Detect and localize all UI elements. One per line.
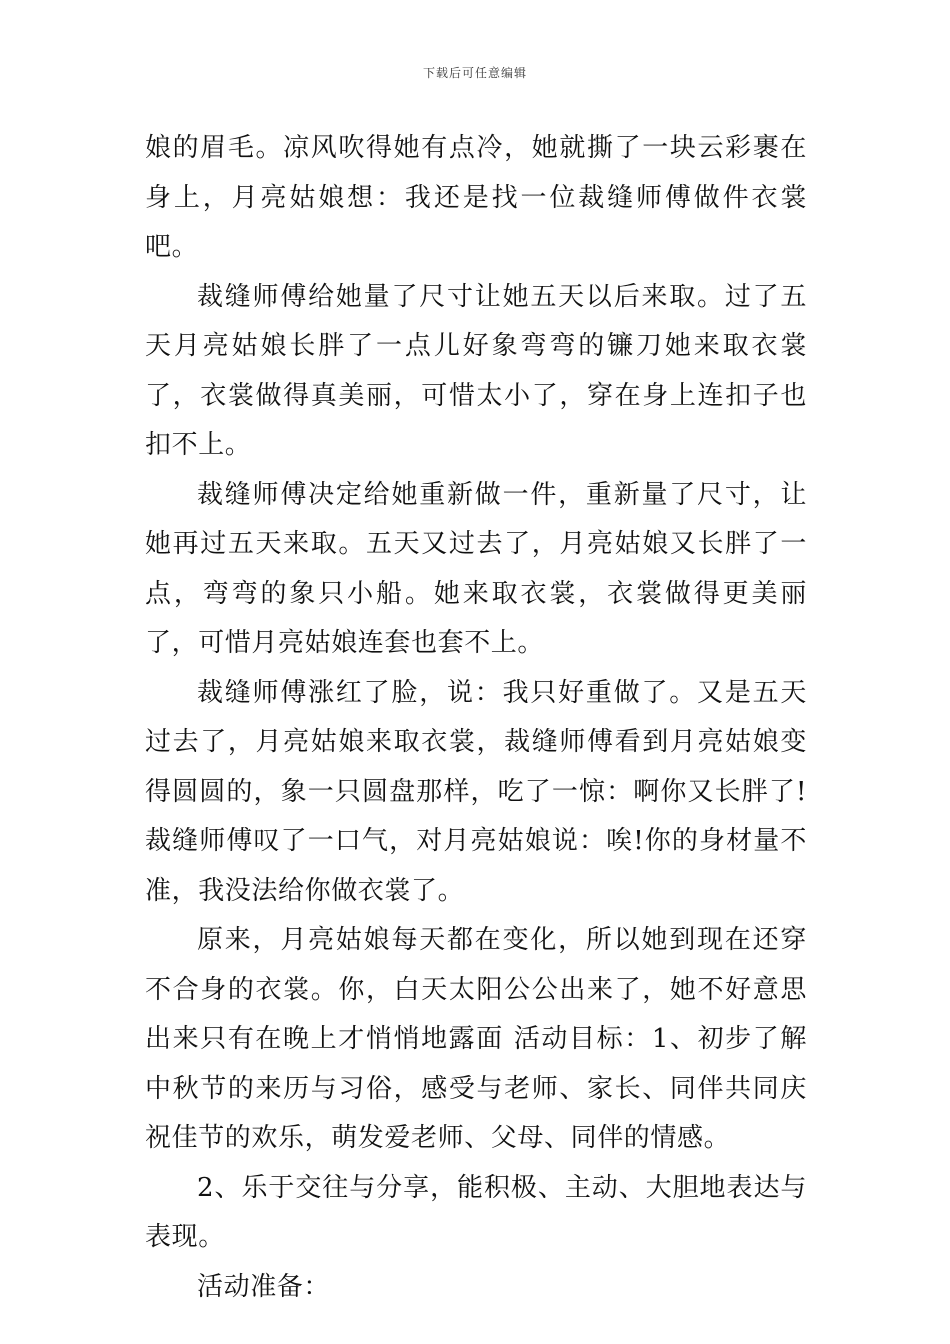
paragraph-2: 裁缝师傅给她量了尺寸让她五天以后来取。过了五天月亮姑娘长胖了一点儿好象弯弯的镰刀她来取衣裳了，衣裳做得真美丽，可惜太小了，穿在身上连扣子也扣不上。 [145,281,807,460]
paragraph-5: 原来，月亮姑娘每天都在变化，所以她到现在还穿不合身的衣裳。你，白天太阳公公出来了，她不好意思出来只有在晚上才悄悄地露面 活动目标：1、初步了解中秋节的来历与习俗，感受与老师、家长、同伴共同庆祝佳节的欢乐，萌发爱老师、父母、同伴的情感。 [145,925,807,1153]
document-body [145,124,807,1312]
paragraph-4: 裁缝师傅涨红了脸，说：我只好重做了。又是五天过去了，月亮姑娘来取衣裳，裁缝师傅看到月亮姑娘变得圆圆的，象一只圆盘那样，吃了一惊：啊你又长胖了!裁缝师傅叹了一口气，对月亮姑娘说：唉!你的身材量不准，我没法给你做衣裳了。 [145,677,807,906]
paragraph-1: 娘的眉毛。凉风吹得她有点冷，她就撕了一块云彩裹在身上，月亮姑娘想：我还是找一位裁缝师傅做件衣裳吧。 [145,133,807,262]
paragraph-7: 活动准备： [197,1271,331,1302]
paragraph-3: 裁缝师傅决定给她重新做一件，重新量了尺寸，让她再过五天来取。五天又过去了，月亮姑娘又长胖了一点，弯弯的象只小船。她来取衣裳，衣裳做得更美丽了，可惜月亮姑娘连套也套不上。 [145,479,807,658]
page-header: 下载后可任意编辑 [422,66,527,80]
paragraph-6: 2、乐于交往与分享，能积极、主动、大胆地表达与表现。 [145,1172,807,1252]
